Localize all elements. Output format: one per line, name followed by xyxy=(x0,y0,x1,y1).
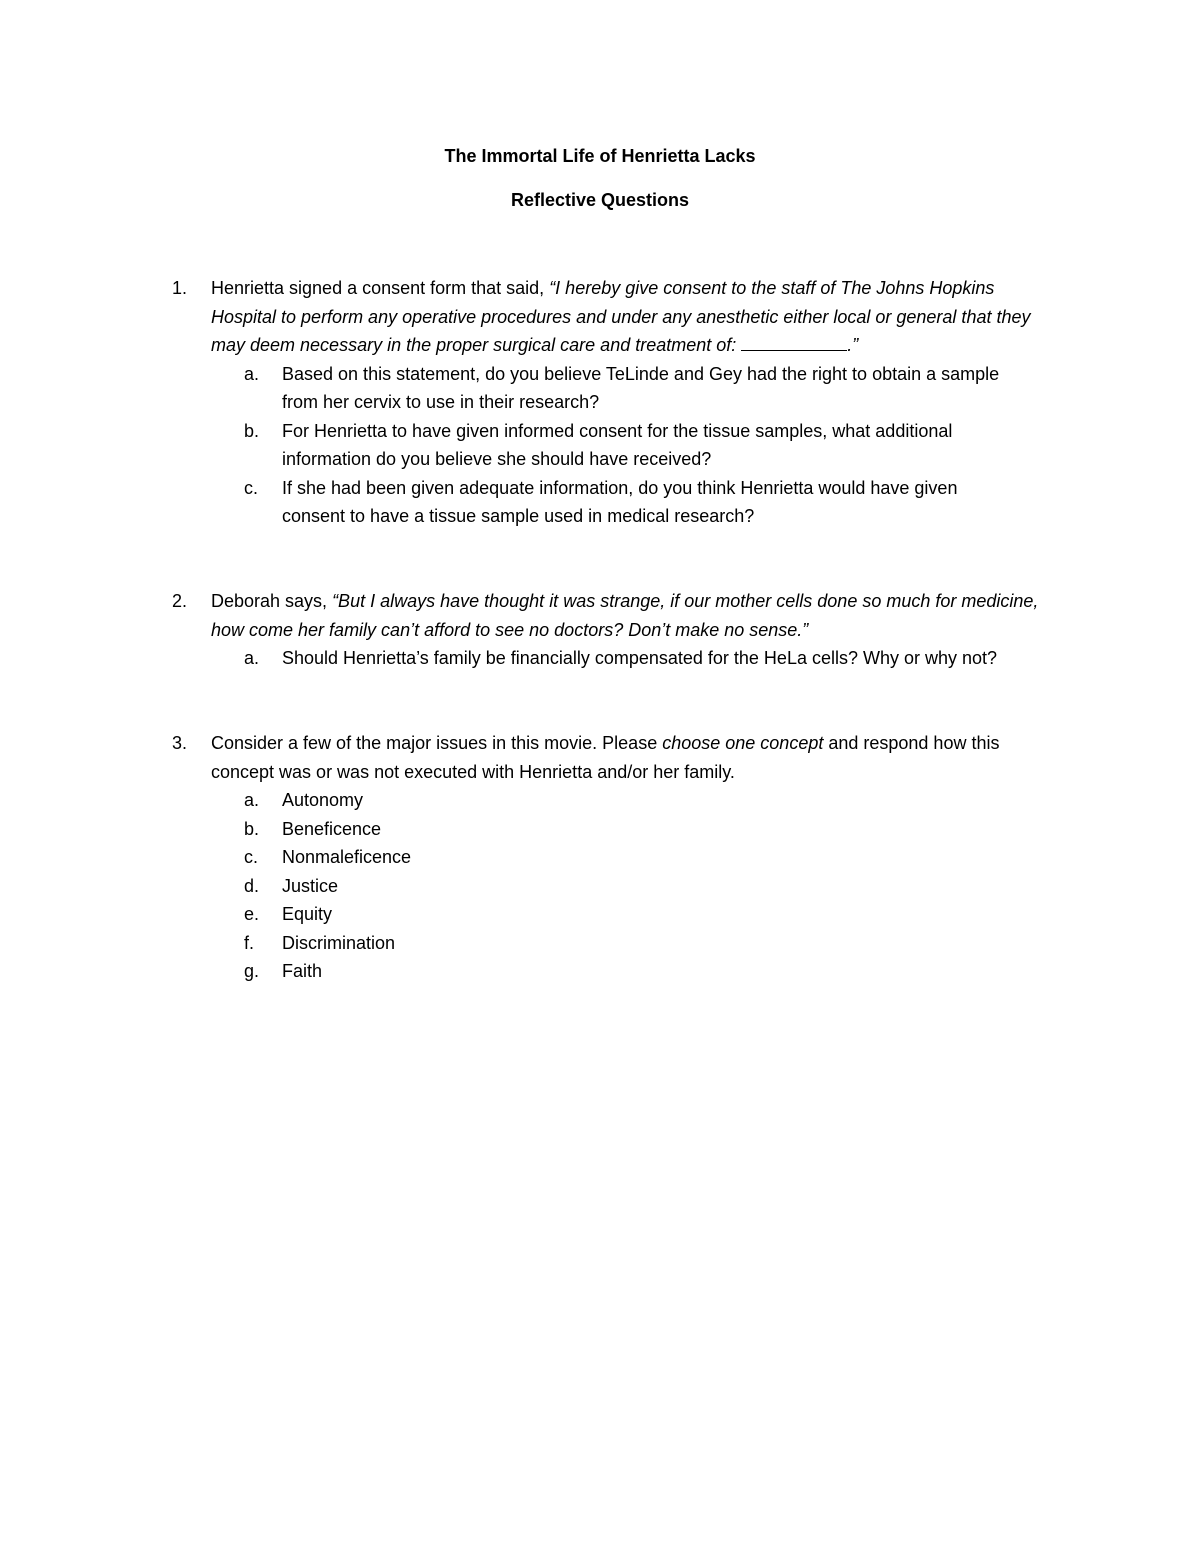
deborah-quote: “But I always have thought it was strange, if our mother cells done so much for medicine, how come her family can’t afford to see no doctors? Don’t make no sense.” xyxy=(211,591,1039,640)
question-number: 1. xyxy=(172,278,188,298)
question-text: Deborah says, “But I always have thought it was strange, if our mother cells done so much for medicine, how come her family can’t afford to see no doctors? Don’t make no sense.” xyxy=(211,591,1039,640)
document-subtitle: Reflective Questions xyxy=(510,190,690,210)
consent-quote: “I hereby give consent to the staff of The Johns Hopkins Hospital to perform any operative procedures and under any anesthetic either local or general that they may deem necessary in the proper surgical care and treatment of: xyxy=(211,278,1031,355)
sub-question-list xyxy=(244,360,1052,531)
concept-letter: b. xyxy=(244,818,260,839)
document-title: The Immortal Life of Henrietta Lacks xyxy=(444,146,756,166)
concept-letter: d. xyxy=(244,875,260,896)
concept-text: Nonmaleficence xyxy=(282,847,412,867)
question-number: 3. xyxy=(172,733,188,753)
sub-question-list xyxy=(244,644,1052,673)
concept-letter: g. xyxy=(244,961,260,981)
sub-question xyxy=(244,644,1052,673)
sub-question xyxy=(244,360,1052,417)
concept-item xyxy=(244,929,1052,958)
concept-text: Discrimination xyxy=(282,932,396,953)
question-text: Consider a few of the major issues in this movie. Please choose one concept and respond how this concept was or was not executed with Henrietta and/or her family. xyxy=(211,733,1000,782)
blank-line xyxy=(741,332,847,351)
sub-question xyxy=(244,417,1052,474)
concept-list xyxy=(244,786,1052,986)
concept-item xyxy=(244,815,1052,844)
concept-text: Beneficence xyxy=(282,818,382,839)
concept-item xyxy=(244,786,1052,815)
sub-question-text: Based on this statement, do you believe TeLinde and Gey had the right to obtain a sample from her cervix to use in their research? xyxy=(282,363,1000,412)
concept-item xyxy=(244,843,1052,872)
concept-item xyxy=(244,957,1052,986)
sub-question-letter: b. xyxy=(244,420,260,441)
question-number: 2. xyxy=(172,591,188,611)
concept-text: Autonomy xyxy=(282,790,364,810)
concept-text: Faith xyxy=(282,961,323,981)
concept-item xyxy=(244,900,1052,929)
sub-question-text: For Henrietta to have given informed consent for the tissue samples, what additional information do you believe she should have received? xyxy=(282,420,953,469)
sub-question-text: If she had been given adequate information, do you think Henrietta would have given consent to have a tissue sample used in medical research? xyxy=(282,477,958,526)
concept-text: Justice xyxy=(282,875,339,896)
question-3 xyxy=(172,729,1052,986)
choose-one-concept: choose one concept xyxy=(662,733,824,753)
concept-letter: f. xyxy=(244,932,255,953)
sub-question-letter: a. xyxy=(244,648,260,668)
question-text: Henrietta signed a consent form that said, “I hereby give consent to the staff of The Johns Hopkins Hospital to perform any operative procedures and under any anesthetic either local or general that they may deem necessary in the proper surgical care and treatment of: .” xyxy=(211,278,1031,355)
concept-letter: c. xyxy=(244,847,259,867)
sub-question-letter: a. xyxy=(244,363,260,384)
concept-letter: a. xyxy=(244,790,260,810)
question-1 xyxy=(172,274,1052,531)
question-2 xyxy=(172,587,1052,673)
concept-letter: e. xyxy=(244,904,260,924)
concept-item xyxy=(244,872,1052,901)
sub-question-text: Should Henrietta’s family be financially compensated for the HeLa cells? Why or why not? xyxy=(282,648,998,668)
sub-question xyxy=(244,474,1052,531)
sub-question-letter: c. xyxy=(244,477,259,498)
concept-text: Equity xyxy=(282,904,333,924)
